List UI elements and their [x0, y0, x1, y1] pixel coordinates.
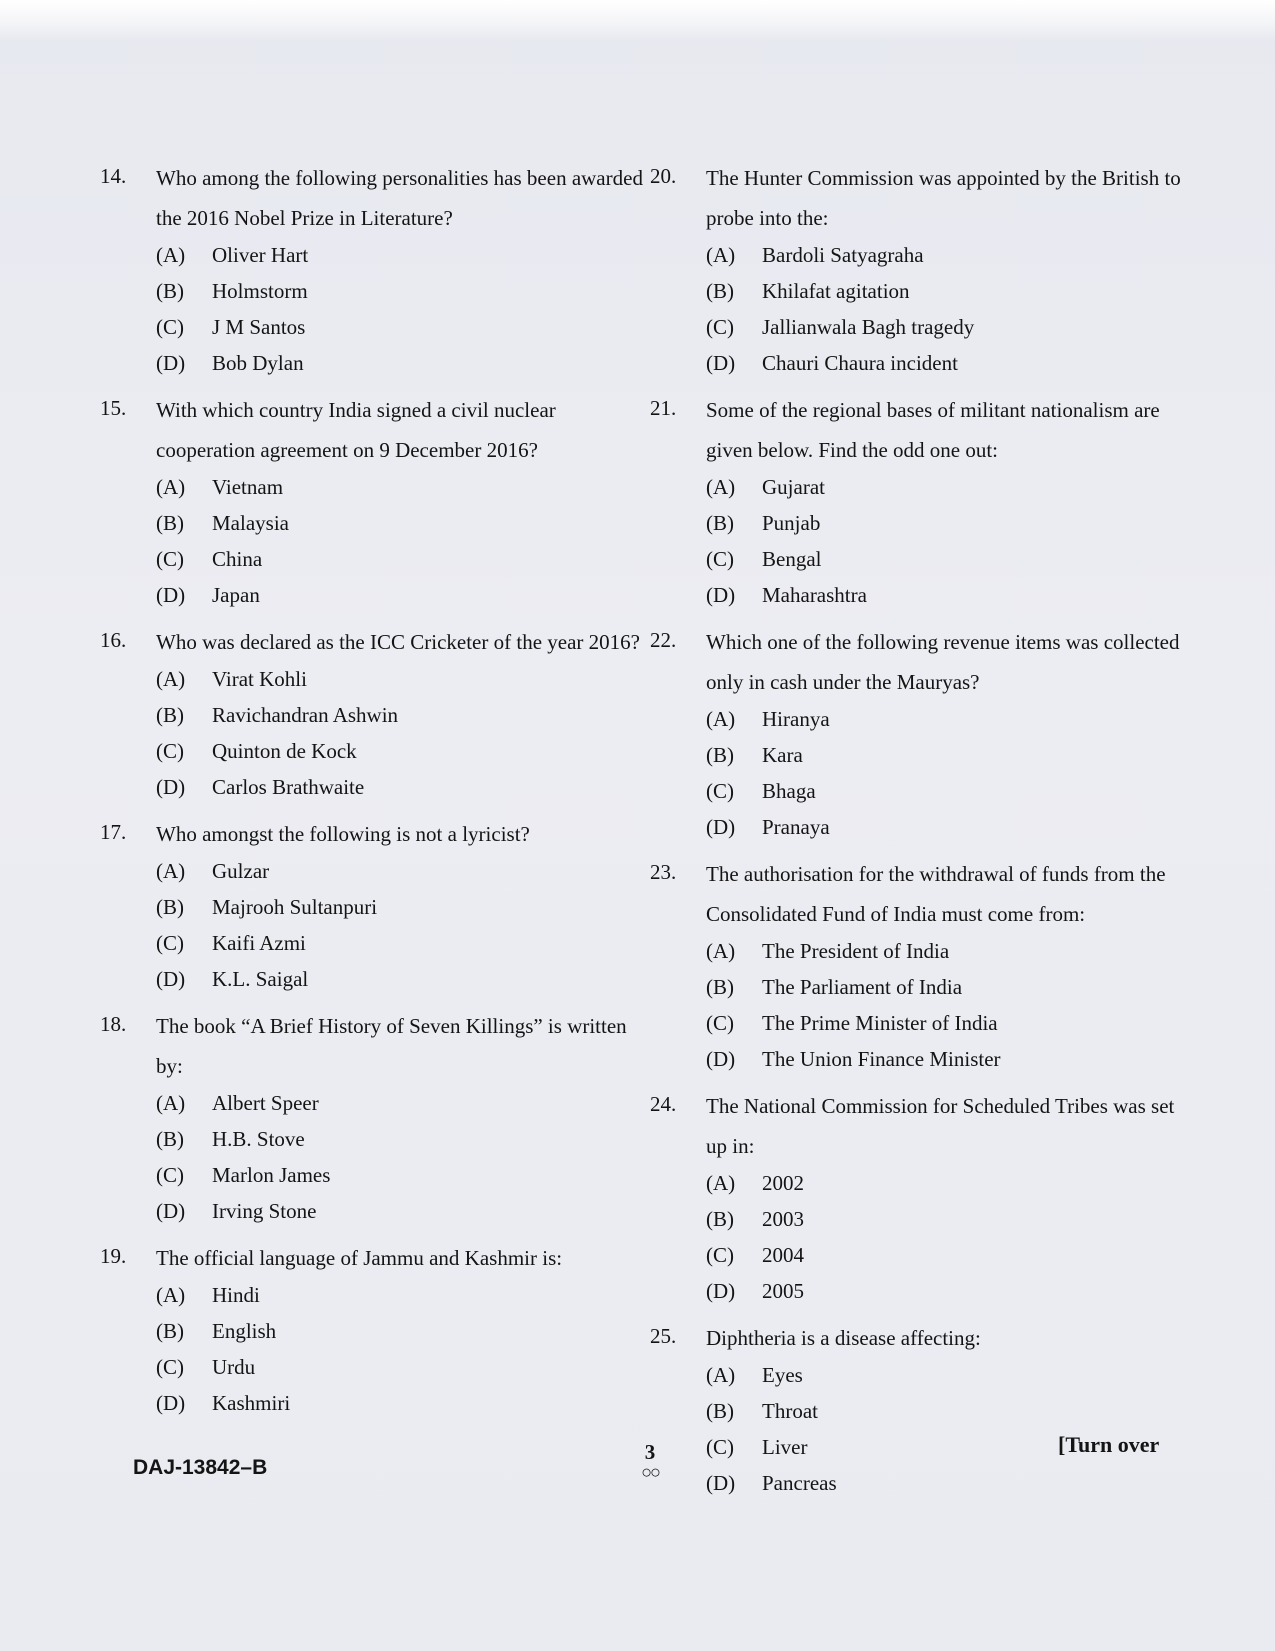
option-d[interactable]: (D) Irving Stone	[156, 1199, 317, 1224]
option-c[interactable]: (C) Quinton de Kock	[156, 739, 357, 764]
page-number-value: 3	[644, 1440, 656, 1464]
question-text: The Hunter Commission was appointed by the British to probe into the:	[706, 166, 1181, 230]
option-d[interactable]: (D) Pancreas	[706, 1471, 837, 1496]
question-16	[100, 622, 645, 806]
option-c[interactable]: (C) Jallianwala Bagh tragedy	[706, 315, 975, 340]
option-d[interactable]: (D) Maharashtra	[706, 583, 867, 608]
question-text: The book “A Brief History of Seven Killings” is written by:	[156, 1014, 627, 1078]
question-text: Which one of the following revenue items was collected only in cash under the Mauryas?	[706, 630, 1180, 694]
option-a[interactable]: (A) Gulzar	[156, 859, 270, 884]
question-text: The official language of Jammu and Kashmir is:	[156, 1246, 563, 1270]
question-number: 18.	[100, 1012, 127, 1036]
option-a[interactable]: (A) Eyes	[706, 1363, 803, 1388]
option-a[interactable]: (A) Bardoli Satyagraha	[706, 243, 924, 268]
question-17	[100, 814, 645, 998]
question-text: Who was declared as the ICC Cricketer of the year 2016?	[156, 630, 640, 654]
option-a[interactable]: (A) Oliver Hart	[156, 243, 309, 268]
option-b[interactable]: (B) Holmstorm	[156, 279, 308, 304]
question-text: The authorisation for the withdrawal of funds from the Consolidated Fund of India must come from:	[706, 862, 1166, 926]
question-text: The National Commission for Scheduled Tribes was set up in:	[706, 1094, 1175, 1158]
question-24	[650, 1086, 1195, 1310]
option-b[interactable]: (B) Malaysia	[156, 511, 289, 536]
option-c[interactable]: (C) Marlon James	[156, 1163, 331, 1188]
page-top-edge	[0, 0, 1275, 40]
question-number: 19.	[100, 1244, 127, 1268]
question-number: 25.	[650, 1324, 677, 1348]
question-25	[650, 1318, 1195, 1502]
option-d[interactable]: (D) 2005	[706, 1279, 804, 1304]
option-a[interactable]: (A) Hindi	[156, 1283, 260, 1308]
option-c[interactable]: (C) J M Santos	[156, 315, 306, 340]
option-a[interactable]: (A) Albert Speer	[156, 1091, 319, 1116]
option-a[interactable]: (A) Hiranya	[706, 707, 830, 732]
option-d[interactable]: (D) Carlos Brathwaite	[156, 775, 365, 800]
option-d[interactable]: (D) Bob Dylan	[156, 351, 304, 376]
question-number: 22.	[650, 628, 677, 652]
option-c[interactable]: (C) Bhaga	[706, 779, 816, 804]
option-b[interactable]: (B) Ravichandran Ashwin	[156, 703, 399, 728]
option-c[interactable]: (C) 2004	[706, 1243, 804, 1268]
question-23	[650, 854, 1195, 1078]
question-15	[100, 390, 645, 614]
question-number: 17.	[100, 820, 127, 844]
question-text: With which country India signed a civil nuclear cooperation agreement on 9 December 2016?	[156, 398, 556, 462]
left-column	[100, 158, 645, 1430]
question-number: 21.	[650, 396, 677, 420]
option-a[interactable]: (A) Virat Kohli	[156, 667, 307, 692]
option-c[interactable]: (C) Urdu	[156, 1355, 256, 1380]
option-b[interactable]: (B) 2003	[706, 1207, 804, 1232]
question-number: 16.	[100, 628, 127, 652]
option-b[interactable]: (B) Punjab	[706, 511, 821, 536]
option-a[interactable]: (A) The President of India	[706, 939, 950, 964]
question-22	[650, 622, 1195, 846]
option-c[interactable]: (C) The Prime Minister of India	[706, 1011, 998, 1036]
question-19	[100, 1238, 645, 1422]
question-text: Who among the following personalities has been awarded the 2016 Nobel Prize in Literature?	[156, 166, 643, 230]
option-b[interactable]: (B) The Parliament of India	[706, 975, 963, 1000]
option-d[interactable]: (D) Chauri Chaura incident	[706, 351, 958, 376]
question-20	[650, 158, 1195, 382]
option-c[interactable]: (C) China	[156, 547, 263, 572]
question-14	[100, 158, 645, 382]
question-text: Who amongst the following is not a lyricist?	[156, 822, 530, 846]
option-b[interactable]: (B) English	[156, 1319, 277, 1344]
question-number: 23.	[650, 860, 677, 884]
question-number: 15.	[100, 396, 127, 420]
turn-over-note: [Turn over	[1058, 1432, 1160, 1457]
page-mark-icon: ○○	[641, 1462, 659, 1482]
question-text: Diphtheria is a disease affecting:	[706, 1326, 981, 1350]
option-d[interactable]: (D) Pranaya	[706, 815, 830, 840]
option-c[interactable]: (C) Bengal	[706, 547, 822, 572]
question-number: 20.	[650, 164, 677, 188]
option-c[interactable]: (C) Kaifi Azmi	[156, 931, 306, 956]
option-d[interactable]: (D) Japan	[156, 583, 260, 608]
option-a[interactable]: (A) Vietnam	[156, 475, 284, 500]
option-b[interactable]: (B) Throat	[706, 1399, 818, 1424]
page-number	[620, 1442, 680, 1481]
question-18	[100, 1006, 645, 1230]
option-b[interactable]: (B) Kara	[706, 743, 803, 768]
option-d[interactable]: (D) The Union Finance Minister	[706, 1047, 1001, 1072]
paper-code: DAJ-13842–B	[133, 1456, 268, 1479]
option-b[interactable]: (B) H.B. Stove	[156, 1127, 305, 1152]
right-column	[650, 158, 1195, 1510]
option-a[interactable]: (A) Gujarat	[706, 475, 825, 500]
option-d[interactable]: (D) Kashmiri	[156, 1391, 291, 1416]
option-b[interactable]: (B) Majrooh Sultanpuri	[156, 895, 378, 920]
option-b[interactable]: (B) Khilafat agitation	[706, 279, 910, 304]
option-a[interactable]: (A) 2002	[706, 1171, 804, 1196]
question-21	[650, 390, 1195, 614]
question-number: 14.	[100, 164, 127, 188]
question-number: 24.	[650, 1092, 677, 1116]
option-c[interactable]: (C) Liver	[706, 1435, 808, 1460]
option-d[interactable]: (D) K.L. Saigal	[156, 967, 309, 992]
question-text: Some of the regional bases of militant nationalism are given below. Find the odd one out:	[706, 398, 1160, 462]
